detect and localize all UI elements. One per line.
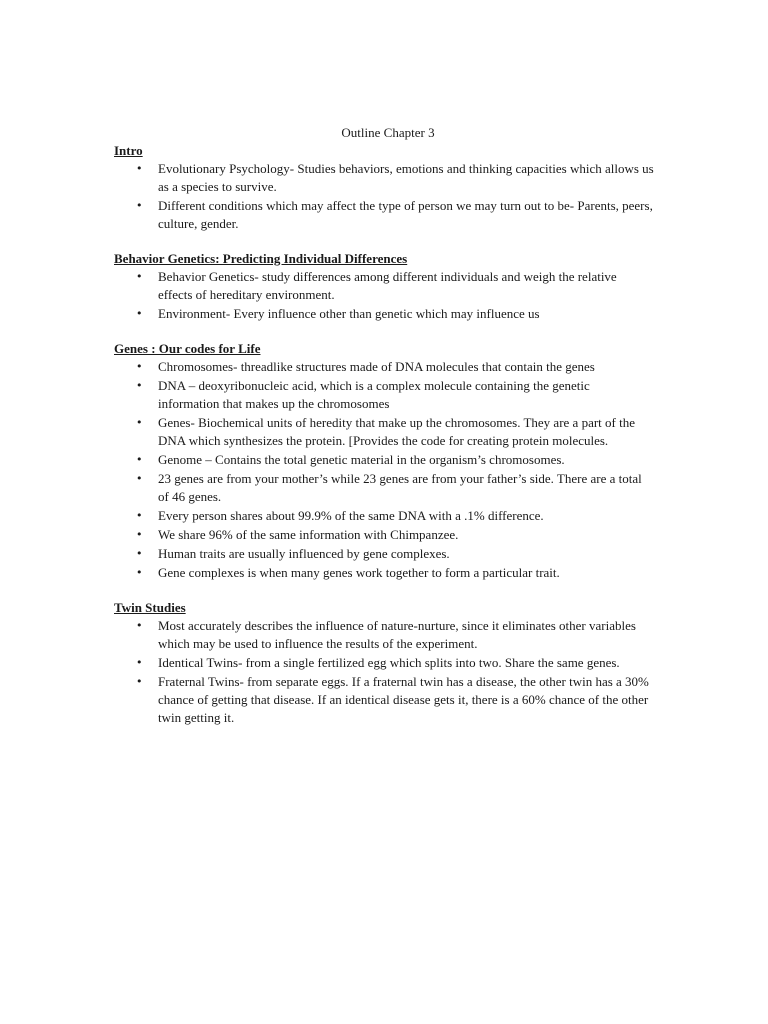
list-item-text: 23 genes are from your mother’s while 23 genes are from your father’s side. There are a total of 46 genes. — [158, 471, 642, 504]
bullet-icon: • — [136, 528, 143, 541]
bullet-icon: • — [136, 199, 143, 212]
list-item-text: Genome – Contains the total genetic material in the organism’s chromosomes. — [158, 452, 565, 467]
section-behavior-genetics — [114, 250, 654, 323]
list-item — [114, 564, 654, 582]
document-page — [114, 124, 654, 744]
section-heading: Intro — [114, 143, 143, 158]
bullet-icon: • — [136, 162, 143, 175]
list-item-text: Human traits are usually influenced by gene complexes. — [158, 546, 450, 561]
section-heading: Behavior Genetics: Predicting Individual Differences — [114, 251, 408, 266]
list-item — [114, 654, 654, 672]
bullet-list — [114, 268, 654, 323]
list-item — [114, 617, 654, 653]
list-item-text: Behavior Genetics- study differences among different individuals and weigh the relative effects of hereditary environment. — [158, 269, 617, 302]
list-item — [114, 526, 654, 544]
bullet-icon: • — [136, 566, 143, 579]
section-heading: Genes : Our codes for Life — [114, 341, 261, 356]
bullet-icon: • — [136, 656, 143, 669]
bullet-icon: • — [136, 416, 143, 429]
list-item — [114, 414, 654, 450]
bullet-list — [114, 617, 654, 727]
list-item — [114, 545, 654, 563]
list-item — [114, 451, 654, 469]
list-item-text: Every person shares about 99.9% of the same DNA with a .1% difference. — [158, 508, 544, 523]
list-item-text: Genes- Biochemical units of heredity that make up the chromosomes. They are a part of the DNA which synthesizes the protein. [Provides the code for creating protein molecules. — [158, 415, 635, 448]
bullet-icon: • — [136, 547, 143, 560]
list-item-text: Evolutionary Psychology- Studies behaviors, emotions and thinking capacities which allows us as a species to survive. — [158, 161, 654, 194]
bullet-icon: • — [136, 509, 143, 522]
list-item — [114, 197, 654, 233]
list-item — [114, 268, 654, 304]
list-item-text: Identical Twins- from a single fertilized egg which splits into two. Share the same genes. — [158, 655, 620, 670]
list-item — [114, 160, 654, 196]
section-heading: Twin Studies — [114, 600, 186, 615]
list-item-text: Gene complexes is when many genes work together to form a particular trait. — [158, 565, 560, 580]
bullet-list — [114, 160, 654, 233]
list-item-text: Different conditions which may affect the type of person we may turn out to be- Parents, peers, culture, gender. — [158, 198, 653, 231]
section-twin-studies — [114, 599, 654, 727]
bullet-icon: • — [136, 619, 143, 632]
bullet-icon: • — [136, 472, 143, 485]
document-title: Outline Chapter 3 — [341, 125, 435, 140]
list-item-text: Most accurately describes the influence of nature-nurture, since it eliminates other variables which may be used to influence the results of the experiment. — [158, 618, 636, 651]
bullet-icon: • — [136, 360, 143, 373]
list-item — [114, 358, 654, 376]
list-item — [114, 305, 654, 323]
bullet-icon: • — [136, 453, 143, 466]
list-item — [114, 470, 654, 506]
bullet-list — [114, 358, 654, 582]
bullet-icon: • — [136, 675, 143, 688]
list-item-text: We share 96% of the same information with Chimpanzee. — [158, 527, 459, 542]
section-genes — [114, 340, 654, 582]
list-item — [114, 507, 654, 525]
list-item — [114, 673, 654, 727]
bullet-icon: • — [136, 379, 143, 392]
bullet-icon: • — [136, 270, 143, 283]
bullet-icon: • — [136, 307, 143, 320]
list-item — [114, 377, 654, 413]
section-intro — [114, 142, 654, 233]
list-item-text: Environment- Every influence other than genetic which may influence us — [158, 306, 540, 321]
list-item-text: Fraternal Twins- from separate eggs. If a fraternal twin has a disease, the other twin has a 30% chance of getting that disease. If an identical disease gets it, there is a 60% chance of the other twin getting it. — [158, 674, 649, 725]
list-item-text: Chromosomes- threadlike structures made of DNA molecules that contain the genes — [158, 359, 595, 374]
list-item-text: DNA – deoxyribonucleic acid, which is a complex molecule containing the genetic information that makes up the chromosomes — [158, 378, 590, 411]
